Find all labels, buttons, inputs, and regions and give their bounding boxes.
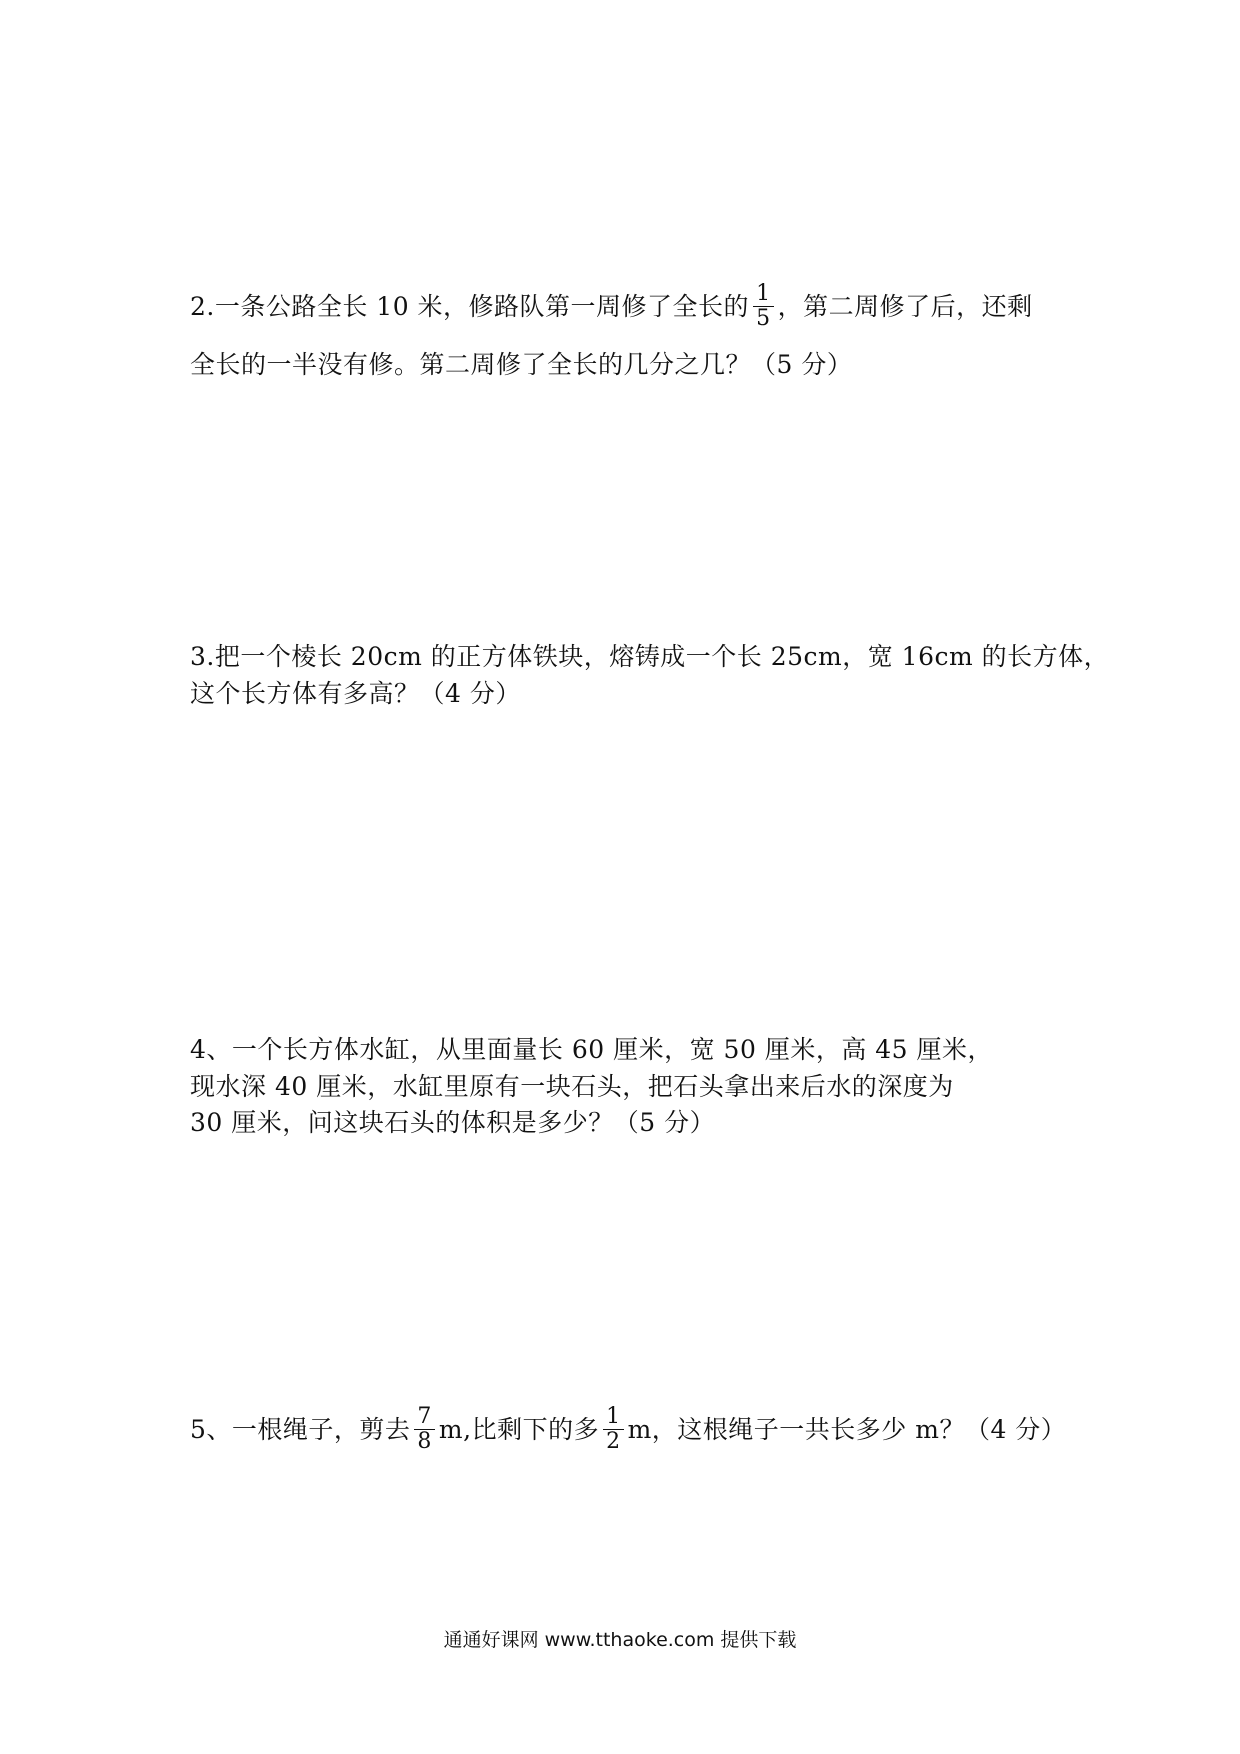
fraction-one-half [603,1405,624,1454]
fraction-denominator: 2 [606,1429,621,1454]
question-3-line-2: 这个长方体有多高？（4 分） [190,679,521,708]
question-2-line-2: 全长的一半没有修。第二周修了全长的几分之几？（5 分） [190,350,853,379]
question-4-line-2: 现水深 40 厘米，水缸里原有一块石头，把石头拿出来后水的深度为 [190,1072,954,1101]
fraction-denominator: 8 [417,1429,432,1454]
question-5-text-b: m,比剩下的多 [438,1415,600,1444]
footer-watermark: 通通好课网 www.tthaoke.com 提供下载 [443,1629,797,1651]
question-3-line-1: 3.把一个棱长 20cm 的正方体铁块，熔铸成一个长 25cm，宽 16cm 的长方体， [190,642,1110,671]
question-5-line-1 [190,1404,1067,1456]
fraction-numerator: 7 [414,1405,435,1430]
question-4-line-3: 30 厘米，问这块石头的体积是多少？（5 分） [190,1108,716,1137]
fraction-denominator: 5 [756,306,771,331]
question-4-line-1: 4、一个长方体水缸，从里面量长 60 厘米，宽 50 厘米，高 45 厘米， [190,1035,994,1064]
fraction-numerator: 1 [603,1405,624,1430]
fraction-numerator: 1 [753,282,774,307]
question-5-text-c: m，这根绳子一共长多少 m？（4 分） [627,1415,1067,1444]
question-2-text-a: 2.一条公路全长 10 米，修路队第一周修了全长的 [190,292,750,321]
question-2-line-1 [190,281,1033,333]
fraction-one-fifth [753,282,774,331]
fraction-seven-eighths [414,1405,435,1454]
question-2-text-b: ，第二周修了后，还剩 [777,292,1033,321]
question-5-text-a: 5、一根绳子，剪去 [190,1415,411,1444]
